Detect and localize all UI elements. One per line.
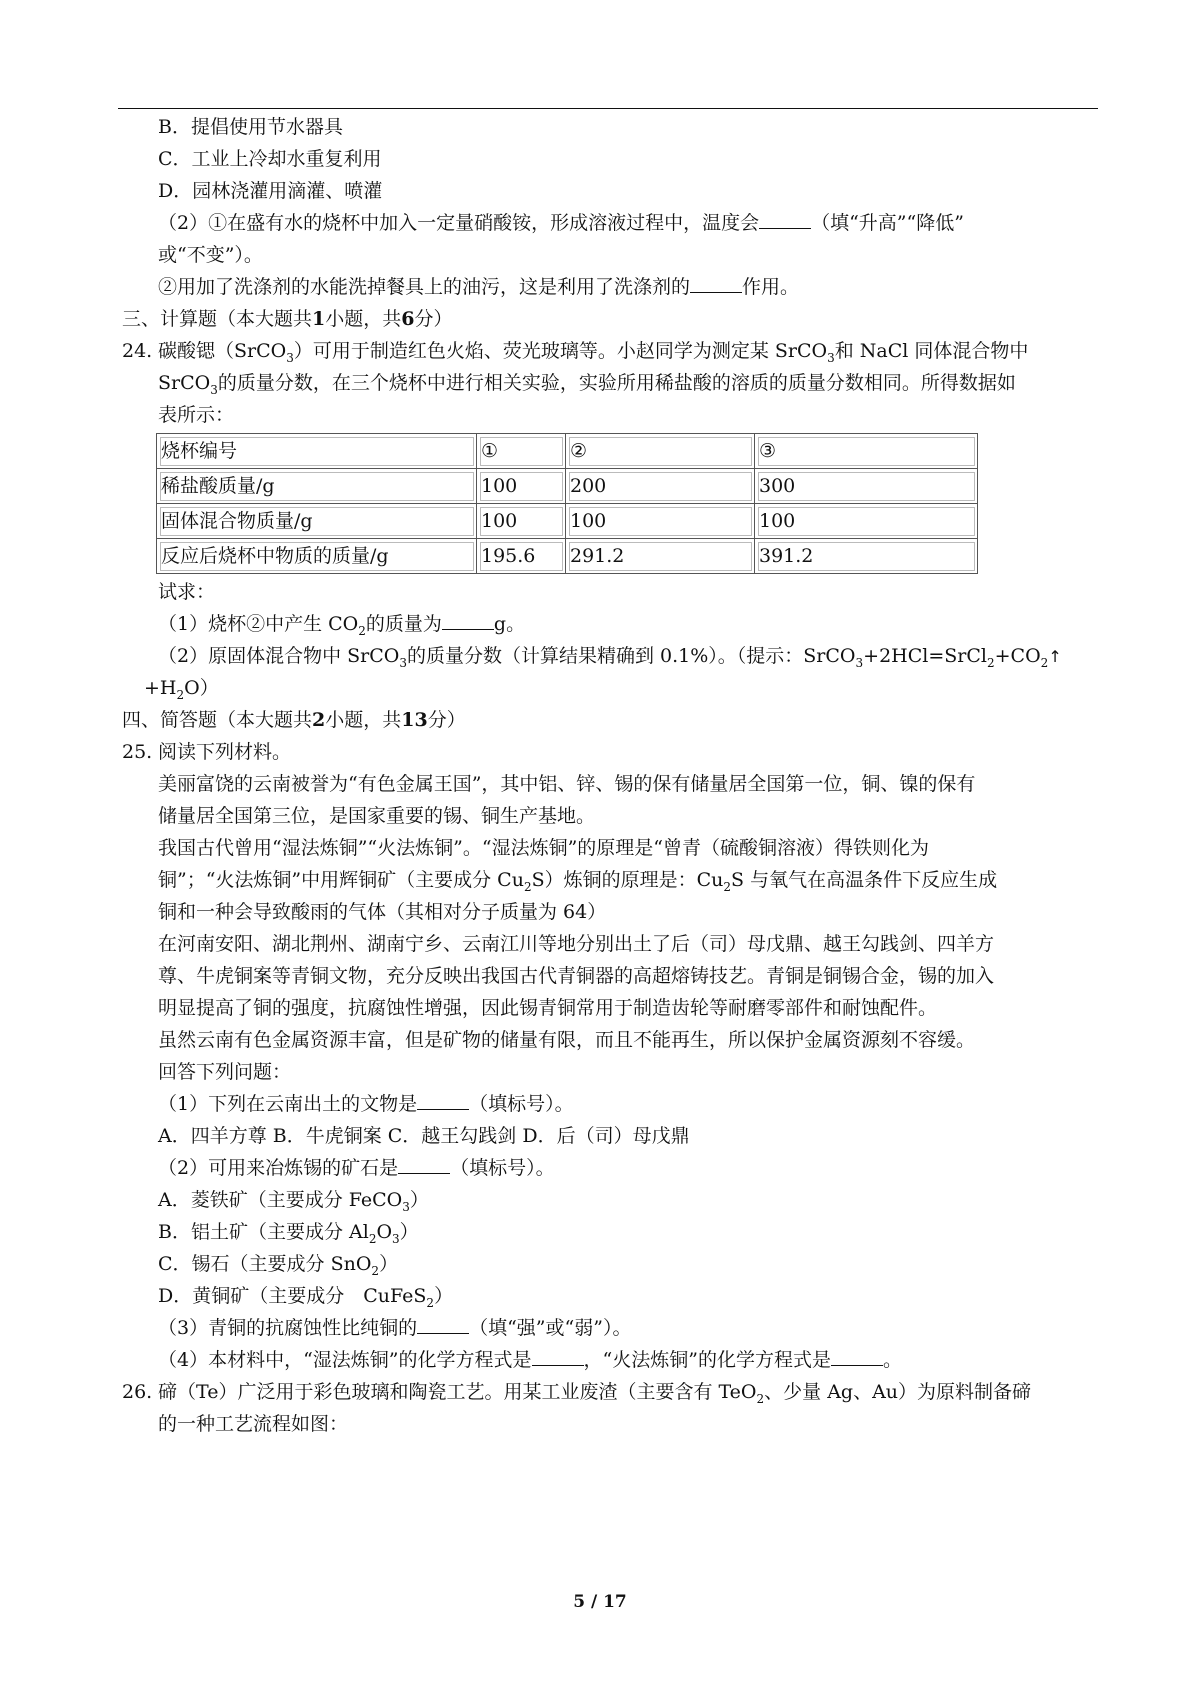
q25-para2: 铜和一种会导致酸雨的气体（其相对分子质量为 64） — [158, 901, 607, 923]
answer-blank — [532, 1345, 584, 1366]
q24-part2-cont: $+H_2O$） — [144, 677, 219, 702]
q25-part4: （4）本材料中，“湿法炼铜”的化学方程式是 ，“火法炼铜”的化学方程式是 。 — [122, 1344, 1102, 1376]
option-line: B．铝土矿（主要成分 $Al_2O_3$） — [158, 1221, 419, 1246]
q24-line1: 24. 碳酸锶（SrCO$_3$）可用于制造红色火焰、荧光玻璃等。小赵同学为测定某 SrCO$_3$和 NaCl 同体混合物中 — [122, 335, 1102, 367]
q25-intro: 25. 阅读下列材料。 — [122, 736, 1102, 768]
table-cell: 100 — [566, 504, 755, 539]
table-cell: 稀盐酸质量/g — [157, 469, 477, 504]
q26-line1: 26. 碲（Te）广泛用于彩色玻璃和陶瓷工艺。用某工业废渣（主要含有 TeO$_2$、少量 Ag、Au）为原料制备碲 — [122, 1376, 1102, 1408]
q25-para1: 美丽富饶的云南被誉为“有色金属王国”，其中铝、锌、锡的保有储量居全国第一位，铜、镍的保有 — [158, 773, 976, 795]
q23-part2-line: （2）①在盛有水的烧杯中加入一定量硝酸铵，形成溶液过程中，温度会 （填“升高”“降低” — [122, 207, 1102, 239]
table-row — [157, 434, 978, 469]
q24-line2: SrCO$_3$的质量分数，在三个烧杯中进行相关实验，实验所用稀盐酸的溶质的质量分数相同。所得数据如 — [158, 372, 1016, 397]
q25-part1: （1）下列在云南出土的文物是 （填标号）。 — [122, 1088, 1102, 1120]
table-cell: 200 — [566, 469, 755, 504]
table-row — [157, 539, 978, 574]
q25-para2: 铜”；“火法炼铜”中用辉铜矿（主要成分 $Cu_2S$）炼铜的原理是：$Cu_2S$ 与氧气在高温条件下反应生成 — [158, 869, 998, 894]
answer-blank — [759, 208, 811, 229]
table-cell: ② — [566, 434, 755, 469]
answer-blank — [417, 1313, 469, 1334]
q25-part3: （3）青铜的抗腐蚀性比纯铜的 （填“强”或“弱”）。 — [122, 1312, 1102, 1344]
q25-para3: 尊、牛虎铜案等青铜文物，充分反映出我国古代青铜器的高超熔铸技艺。青铜是铜锡合金，锡的加入 — [158, 965, 995, 987]
q25-para3: 在河南安阳、湖北荆州、湖南宁乡、云南江川等地分别出土了后（司）母戊鼎、越王勾践剑、四羊方 — [158, 933, 995, 955]
table-cell: 100 — [755, 504, 978, 539]
table-row — [157, 469, 978, 504]
answer-blank — [690, 272, 742, 293]
page-content — [122, 111, 1102, 1440]
table-cell: 195.6 — [477, 539, 566, 574]
question-number: 26. — [122, 1381, 153, 1403]
table-cell: ③ — [755, 434, 978, 469]
section-heading-3: 三、计算题（本大题共1小题，共6分） — [122, 308, 453, 330]
option-line: C．锡石（主要成分 SnO$_2$） — [158, 1253, 399, 1278]
header-rule — [118, 108, 1098, 109]
table-cell: 391.2 — [755, 539, 978, 574]
q23-part2-b-line: ②用加了洗涤剂的水能洗掉餐具上的油污，这是利用了洗涤剂的 作用。 — [122, 271, 1102, 303]
q24-part2: （2）原固体混合物中 SrCO$_3$的质量分数（计算结果精确到 0.1%）。（提示：$SrCO_3+2HCl=SrCl_2+CO_2↑$ — [158, 645, 1062, 670]
table-cell: 300 — [755, 469, 978, 504]
answer-blank — [417, 1089, 469, 1110]
q24-ask: 试求： — [158, 581, 216, 603]
table-cell: 100 — [477, 504, 566, 539]
question-number: 25. — [122, 741, 153, 763]
q23-part2-cont: 或“不变”）。 — [158, 244, 263, 266]
q25-para1: 储量居全国第三位，是国家重要的锡、铜生产基地。 — [158, 805, 596, 827]
table-cell: 100 — [477, 469, 566, 504]
table-row — [157, 504, 978, 539]
q24-part1: （1）烧杯②中产生 $CO_2$的质量为 g。 — [122, 608, 1102, 640]
q25-para3: 明显提高了铜的强度，抗腐蚀性增强，因此锡青铜常用于制造齿轮等耐磨零部件和耐蚀配件。 — [158, 997, 938, 1019]
answer-blank — [831, 1345, 883, 1366]
option-line: B．提倡使用节水器具 — [158, 116, 343, 138]
up-arrow-icon: ↑ — [1048, 647, 1062, 666]
q26-line2: 的一种工艺流程如图： — [158, 1413, 349, 1435]
q25-answer-prompt: 回答下列问题： — [158, 1061, 292, 1083]
q25-para2: 我国古代曾用“湿法炼铜”“火法炼铜”。“湿法炼铜”的原理是“曾青（硫酸铜溶液）得铁则化为 — [158, 837, 929, 859]
data-table — [156, 433, 978, 574]
answer-blank — [398, 1153, 450, 1174]
table-cell: 烧杯编号 — [157, 434, 477, 469]
q25-part1-options: A．四羊方尊 B．牛虎铜案 C．越王勾践剑 D．后（司）母戊鼎 — [158, 1125, 690, 1147]
question-number: 24. — [122, 340, 153, 362]
q25-para4: 虽然云南有色金属资源丰富，但是矿物的储量有限，而且不能再生，所以保护金属资源刻不容缓。 — [158, 1029, 976, 1051]
option-line: A．菱铁矿（主要成分 FeCO$_3$） — [158, 1189, 429, 1214]
option-line: D．园林浇灌用滴灌、喷灌 — [158, 180, 383, 202]
table-cell: 反应后烧杯中物质的质量/g — [157, 539, 477, 574]
option-line: C．工业上冷却水重复利用 — [158, 148, 382, 170]
table-cell: 固体混合物质量/g — [157, 504, 477, 539]
q25-part2: （2）可用来冶炼锡的矿石是 （填标号）。 — [122, 1152, 1102, 1184]
table-cell: ① — [477, 434, 566, 469]
section-heading-4: 四、简答题（本大题共2小题，共13分） — [122, 709, 466, 731]
option-line: D．黄铜矿（主要成分 CuFeS$_2$） — [158, 1285, 454, 1310]
page-number: 5 / 17 — [573, 1592, 627, 1612]
q24-line3: 表所示： — [158, 404, 235, 426]
answer-blank — [442, 609, 494, 630]
table-cell: 291.2 — [566, 539, 755, 574]
